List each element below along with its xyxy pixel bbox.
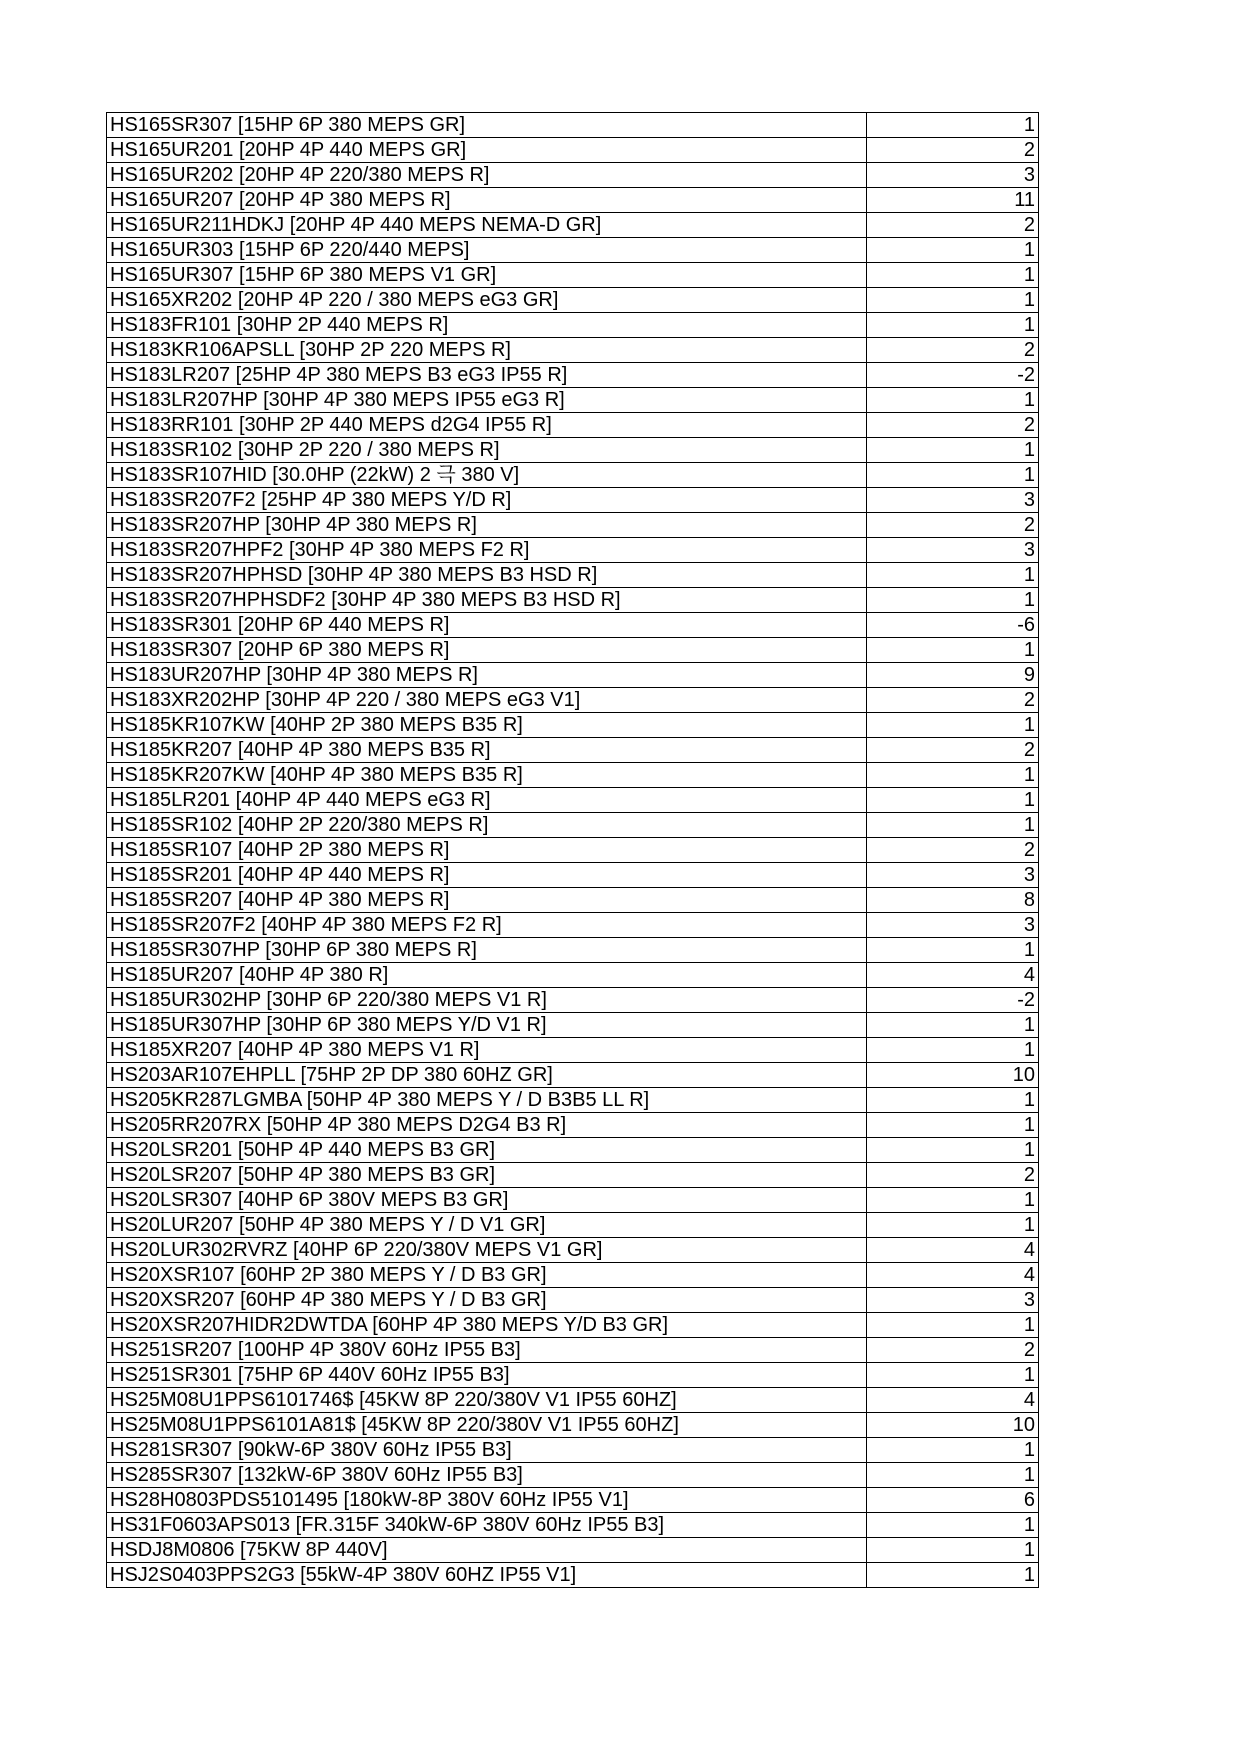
table-row: [107, 1313, 1039, 1338]
table-row: [107, 113, 1039, 138]
table-row: [107, 838, 1039, 863]
table-row: [107, 438, 1039, 463]
quantity-cell: 2: [867, 138, 1039, 163]
quantity-cell: 1: [867, 263, 1039, 288]
item-description-cell: HS31F0603APS013 [FR.315F 340kW-6P 380V 60Hz IP55 B3]: [107, 1513, 867, 1538]
item-description-cell: HS183SR207F2 [25HP 4P 380 MEPS Y/D R]: [107, 488, 867, 513]
item-description-cell: HS185KR107KW [40HP 2P 380 MEPS B35 R]: [107, 713, 867, 738]
quantity-cell: 1: [867, 1438, 1039, 1463]
item-description-cell: HS20LSR201 [50HP 4P 440 MEPS B3 GR]: [107, 1138, 867, 1163]
item-description-cell: HS251SR301 [75HP 6P 440V 60Hz IP55 B3]: [107, 1363, 867, 1388]
table-row: [107, 1513, 1039, 1538]
quantity-cell: -2: [867, 363, 1039, 388]
table-row: [107, 1563, 1039, 1588]
item-description-cell: HS183KR106APSLL [30HP 2P 220 MEPS R]: [107, 338, 867, 363]
item-description-cell: HS165UR207 [20HP 4P 380 MEPS R]: [107, 188, 867, 213]
item-description-cell: HS285SR307 [132kW-6P 380V 60Hz IP55 B3]: [107, 1463, 867, 1488]
item-description-cell: HS28H0803PDS5101495 [180kW-8P 380V 60Hz IP55 V1]: [107, 1488, 867, 1513]
item-description-cell: HS165SR307 [15HP 6P 380 MEPS GR]: [107, 113, 867, 138]
quantity-cell: 1: [867, 463, 1039, 488]
item-description-cell: HS165UR201 [20HP 4P 440 MEPS GR]: [107, 138, 867, 163]
quantity-cell: 1: [867, 1213, 1039, 1238]
item-description-cell: HS183SR207HPHSDF2 [30HP 4P 380 MEPS B3 HSD R]: [107, 588, 867, 613]
table-row: [107, 688, 1039, 713]
quantity-cell: 10: [867, 1063, 1039, 1088]
item-description-cell: HS183UR207HP [30HP 4P 380 MEPS R]: [107, 663, 867, 688]
table-row: [107, 413, 1039, 438]
table-row: [107, 138, 1039, 163]
item-description-cell: HS20LUR207 [50HP 4P 380 MEPS Y / D V1 GR]: [107, 1213, 867, 1238]
quantity-cell: 1: [867, 563, 1039, 588]
quantity-cell: -6: [867, 613, 1039, 638]
quantity-cell: 2: [867, 513, 1039, 538]
item-description-cell: HS281SR307 [90kW-6P 380V 60Hz IP55 B3]: [107, 1438, 867, 1463]
item-description-cell: HS183LR207HP [30HP 4P 380 MEPS IP55 eG3 R]: [107, 388, 867, 413]
quantity-cell: 1: [867, 288, 1039, 313]
quantity-cell: 2: [867, 213, 1039, 238]
table-row: [107, 888, 1039, 913]
quantity-cell: 3: [867, 538, 1039, 563]
quantity-cell: 1: [867, 763, 1039, 788]
item-description-cell: HS25M08U1PPS6101746$ [45KW 8P 220/380V V1 IP55 60HZ]: [107, 1388, 867, 1413]
item-description-cell: HS185XR207 [40HP 4P 380 MEPS V1 R]: [107, 1038, 867, 1063]
item-description-cell: HS185SR107 [40HP 2P 380 MEPS R]: [107, 838, 867, 863]
quantity-cell: 1: [867, 713, 1039, 738]
quantity-cell: 4: [867, 1388, 1039, 1413]
item-description-cell: HSDJ8M0806 [75KW 8P 440V]: [107, 1538, 867, 1563]
quantity-cell: 2: [867, 838, 1039, 863]
quantity-cell: 1: [867, 1313, 1039, 1338]
quantity-cell: 3: [867, 863, 1039, 888]
quantity-cell: 1: [867, 388, 1039, 413]
table-row: [107, 988, 1039, 1013]
item-description-cell: HS183SR207HPHSD [30HP 4P 380 MEPS B3 HSD R]: [107, 563, 867, 588]
item-description-cell: HS205RR207RX [50HP 4P 380 MEPS D2G4 B3 R]: [107, 1113, 867, 1138]
item-description-cell: HS183SR307 [20HP 6P 380 MEPS R]: [107, 638, 867, 663]
table-row: [107, 163, 1039, 188]
item-description-cell: HS183FR101 [30HP 2P 440 MEPS R]: [107, 313, 867, 338]
table-row: [107, 1388, 1039, 1413]
table-row: [107, 363, 1039, 388]
quantity-cell: 2: [867, 1338, 1039, 1363]
table-row: [107, 463, 1039, 488]
quantity-cell: 1: [867, 1463, 1039, 1488]
quantity-cell: 1: [867, 438, 1039, 463]
item-description-cell: HS183SR207HPF2 [30HP 4P 380 MEPS F2 R]: [107, 538, 867, 563]
quantity-cell: 1: [867, 238, 1039, 263]
quantity-cell: 2: [867, 738, 1039, 763]
table-row: [107, 213, 1039, 238]
table-row: [107, 1188, 1039, 1213]
table-row: [107, 913, 1039, 938]
quantity-cell: 1: [867, 638, 1039, 663]
item-description-cell: HS25M08U1PPS6101A81$ [45KW 8P 220/380V V1 IP55 60HZ]: [107, 1413, 867, 1438]
quantity-cell: 1: [867, 1513, 1039, 1538]
quantity-cell: 3: [867, 163, 1039, 188]
item-description-cell: HS165UR202 [20HP 4P 220/380 MEPS R]: [107, 163, 867, 188]
quantity-cell: 1: [867, 1013, 1039, 1038]
quantity-cell: 3: [867, 488, 1039, 513]
quantity-cell: 1: [867, 313, 1039, 338]
table-row: [107, 638, 1039, 663]
item-description-cell: HS20LSR307 [40HP 6P 380V MEPS B3 GR]: [107, 1188, 867, 1213]
item-description-cell: HS183RR101 [30HP 2P 440 MEPS d2G4 IP55 R]: [107, 413, 867, 438]
table-row: [107, 938, 1039, 963]
item-description-cell: HS20LUR302RVRZ [40HP 6P 220/380V MEPS V1 GR]: [107, 1238, 867, 1263]
table-row: [107, 1288, 1039, 1313]
table-row: [107, 1088, 1039, 1113]
table-row: [107, 763, 1039, 788]
quantity-cell: 1: [867, 813, 1039, 838]
item-description-cell: HS20XSR107 [60HP 2P 380 MEPS Y / D B3 GR]: [107, 1263, 867, 1288]
item-description-cell: HS185UR207 [40HP 4P 380 R]: [107, 963, 867, 988]
item-description-cell: HS165UR303 [15HP 6P 220/440 MEPS]: [107, 238, 867, 263]
quantity-cell: 1: [867, 1138, 1039, 1163]
item-description-cell: HS183SR301 [20HP 6P 440 MEPS R]: [107, 613, 867, 638]
quantity-cell: 11: [867, 188, 1039, 213]
quantity-cell: 3: [867, 913, 1039, 938]
table-row: [107, 238, 1039, 263]
table-row: [107, 1413, 1039, 1438]
item-description-cell: HS185SR102 [40HP 2P 220/380 MEPS R]: [107, 813, 867, 838]
item-description-cell: HS185KR207KW [40HP 4P 380 MEPS B35 R]: [107, 763, 867, 788]
table-row: [107, 1213, 1039, 1238]
item-description-cell: HS165UR307 [15HP 6P 380 MEPS V1 GR]: [107, 263, 867, 288]
quantity-cell: 2: [867, 1163, 1039, 1188]
item-description-cell: HS20XSR207HIDR2DWTDA [60HP 4P 380 MEPS Y/D B3 GR]: [107, 1313, 867, 1338]
table-row: [107, 388, 1039, 413]
table-row: [107, 713, 1039, 738]
quantity-cell: 8: [867, 888, 1039, 913]
quantity-cell: -2: [867, 988, 1039, 1013]
item-description-cell: HS20XSR207 [60HP 4P 380 MEPS Y / D B3 GR]: [107, 1288, 867, 1313]
quantity-cell: 2: [867, 338, 1039, 363]
table-row: [107, 863, 1039, 888]
quantity-cell: 10: [867, 1413, 1039, 1438]
table-row: [107, 788, 1039, 813]
table-row: [107, 313, 1039, 338]
quantity-cell: 4: [867, 963, 1039, 988]
item-description-cell: HS183SR102 [30HP 2P 220 / 380 MEPS R]: [107, 438, 867, 463]
inventory-table-body: [107, 113, 1039, 1588]
item-description-cell: HS165XR202 [20HP 4P 220 / 380 MEPS eG3 GR]: [107, 288, 867, 313]
quantity-cell: 4: [867, 1238, 1039, 1263]
table-row: [107, 538, 1039, 563]
item-description-cell: HS183SR207HP [30HP 4P 380 MEPS R]: [107, 513, 867, 538]
quantity-cell: 1: [867, 1038, 1039, 1063]
item-description-cell: HS185KR207 [40HP 4P 380 MEPS B35 R]: [107, 738, 867, 763]
quantity-cell: 2: [867, 688, 1039, 713]
table-row: [107, 1038, 1039, 1063]
item-description-cell: HS183SR107HID [30.0HP (22kW) 2 극 380 V]: [107, 463, 867, 488]
quantity-cell: 1: [867, 1188, 1039, 1213]
quantity-cell: 2: [867, 413, 1039, 438]
quantity-cell: 9: [867, 663, 1039, 688]
item-description-cell: HS205KR287LGMBA [50HP 4P 380 MEPS Y / D B3B5 LL R]: [107, 1088, 867, 1113]
item-description-cell: HS20LSR207 [50HP 4P 380 MEPS B3 GR]: [107, 1163, 867, 1188]
quantity-cell: 1: [867, 588, 1039, 613]
table-row: [107, 1113, 1039, 1138]
quantity-cell: 1: [867, 1113, 1039, 1138]
quantity-cell: 1: [867, 1563, 1039, 1588]
table-row: [107, 1138, 1039, 1163]
table-row: [107, 1438, 1039, 1463]
quantity-cell: 1: [867, 938, 1039, 963]
item-description-cell: HS185LR201 [40HP 4P 440 MEPS eG3 R]: [107, 788, 867, 813]
quantity-cell: 1: [867, 113, 1039, 138]
quantity-cell: 3: [867, 1288, 1039, 1313]
table-row: [107, 738, 1039, 763]
item-description-cell: HS185SR201 [40HP 4P 440 MEPS R]: [107, 863, 867, 888]
item-description-cell: HS183LR207 [25HP 4P 380 MEPS B3 eG3 IP55 R]: [107, 363, 867, 388]
table-row: [107, 1163, 1039, 1188]
item-description-cell: HS183XR202HP [30HP 4P 220 / 380 MEPS eG3 V1]: [107, 688, 867, 713]
table-row: [107, 1013, 1039, 1038]
table-row: [107, 1538, 1039, 1563]
quantity-cell: 1: [867, 788, 1039, 813]
table-row: [107, 813, 1039, 838]
table-row: [107, 563, 1039, 588]
quantity-cell: 1: [867, 1363, 1039, 1388]
table-row: [107, 613, 1039, 638]
table-row: [107, 663, 1039, 688]
quantity-cell: 4: [867, 1263, 1039, 1288]
table-row: [107, 1338, 1039, 1363]
table-row: [107, 288, 1039, 313]
table-row: [107, 1363, 1039, 1388]
table-row: [107, 1238, 1039, 1263]
table-row: [107, 488, 1039, 513]
item-description-cell: HS185UR302HP [30HP 6P 220/380 MEPS V1 R]: [107, 988, 867, 1013]
item-description-cell: HS185SR307HP [30HP 6P 380 MEPS R]: [107, 938, 867, 963]
table-row: [107, 338, 1039, 363]
item-description-cell: HS165UR211HDKJ [20HP 4P 440 MEPS NEMA-D GR]: [107, 213, 867, 238]
table-row: [107, 263, 1039, 288]
inventory-table: [106, 112, 1039, 1588]
table-row: [107, 188, 1039, 213]
item-description-cell: HS185SR207 [40HP 4P 380 MEPS R]: [107, 888, 867, 913]
quantity-cell: 6: [867, 1488, 1039, 1513]
item-description-cell: HSJ2S0403PPS2G3 [55kW-4P 380V 60HZ IP55 V1]: [107, 1563, 867, 1588]
table-row: [107, 513, 1039, 538]
table-row: [107, 588, 1039, 613]
table-row: [107, 1263, 1039, 1288]
item-description-cell: HS251SR207 [100HP 4P 380V 60Hz IP55 B3]: [107, 1338, 867, 1363]
table-row: [107, 963, 1039, 988]
quantity-cell: 1: [867, 1538, 1039, 1563]
item-description-cell: HS203AR107EHPLL [75HP 2P DP 380 60HZ GR]: [107, 1063, 867, 1088]
item-description-cell: HS185SR207F2 [40HP 4P 380 MEPS F2 R]: [107, 913, 867, 938]
table-row: [107, 1063, 1039, 1088]
quantity-cell: 1: [867, 1088, 1039, 1113]
item-description-cell: HS185UR307HP [30HP 6P 380 MEPS Y/D V1 R]: [107, 1013, 867, 1038]
table-row: [107, 1463, 1039, 1488]
table-row: [107, 1488, 1039, 1513]
